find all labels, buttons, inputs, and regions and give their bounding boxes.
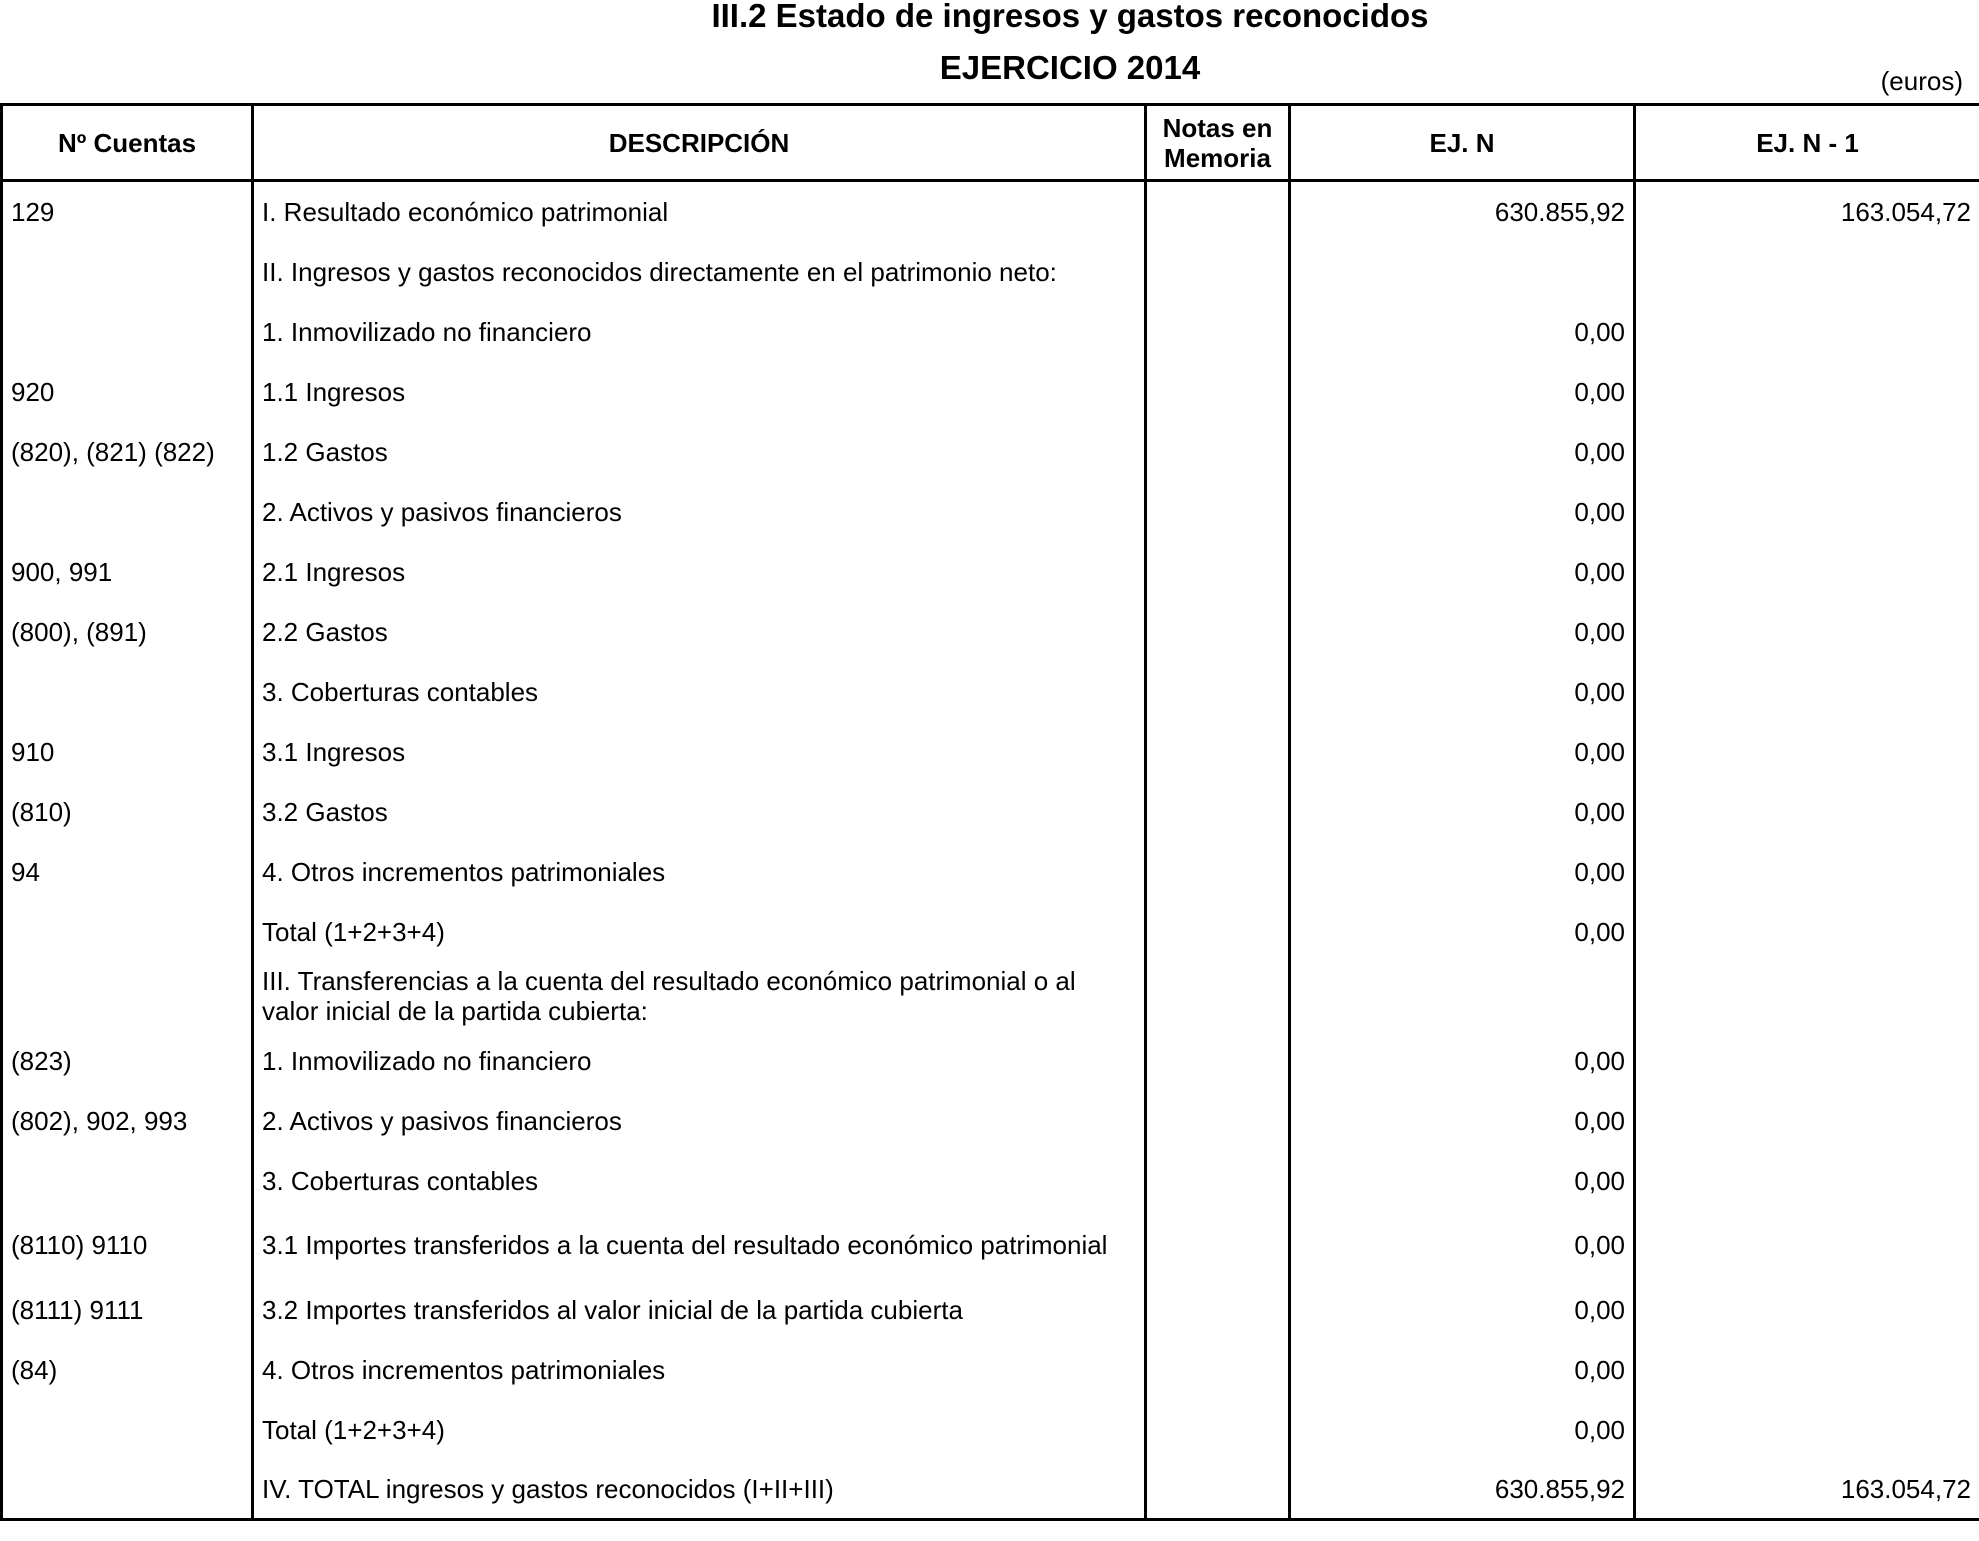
cell-cuentas: 920 [2,362,253,422]
cell-descripcion: 3. Coberturas contables [253,1151,1146,1211]
cell-cuentas: 900, 991 [2,542,253,602]
cell-descripcion: I. Resultado económico patrimonial [253,181,1146,242]
cell-cuentas: (810) [2,782,253,842]
column-header-ej-n-1: EJ. N - 1 [1635,105,1979,181]
cell-notas [1146,422,1290,482]
cell-ej-n: 0,00 [1290,782,1635,842]
cell-ej-n: 0,00 [1290,1031,1635,1091]
cell-notas [1146,482,1290,542]
cell-descripcion: 1. Inmovilizado no financiero [253,302,1146,362]
cell-notas [1146,1400,1290,1460]
cell-ej-n-1 [1635,1151,1979,1211]
table-row [2,962,1979,1031]
cell-descripcion: 3.2 Importes transferidos al valor inicial de la partida cubierta [253,1280,1146,1340]
cell-cuentas [2,902,253,962]
cell-notas [1146,722,1290,782]
cell-ej-n: 0,00 [1290,662,1635,722]
cell-cuentas [2,1151,253,1211]
cell-ej-n: 0,00 [1290,422,1635,482]
cell-cuentas: (800), (891) [2,602,253,662]
cell-ej-n [1290,962,1635,1031]
cell-notas [1146,362,1290,422]
cell-ej-n: 0,00 [1290,362,1635,422]
cell-descripcion: 1.2 Gastos [253,422,1146,482]
table-row [2,1340,1979,1400]
table-row [2,602,1979,662]
table-row [2,422,1979,482]
cell-descripcion: 3.1 Importes transferidos a la cuenta del resultado económico patrimonial [253,1211,1146,1280]
cell-notas [1146,302,1290,362]
cell-ej-n-1 [1635,362,1979,422]
cell-descripcion: Total (1+2+3+4) [253,1400,1146,1460]
table-row [2,1151,1979,1211]
cell-ej-n-1 [1635,422,1979,482]
table-row [2,842,1979,902]
table-row [2,542,1979,602]
table-row [2,1400,1979,1460]
cell-descripcion: 2.1 Ingresos [253,542,1146,602]
cell-ej-n: 0,00 [1290,1400,1635,1460]
cell-cuentas: (820), (821) (822) [2,422,253,482]
fiscal-year-subtitle: EJERCICIO 2014 [939,49,1201,86]
cell-notas [1146,181,1290,242]
table-row [2,1031,1979,1091]
cell-descripcion: 2. Activos y pasivos financieros [253,1091,1146,1151]
cell-ej-n: 0,00 [1290,1151,1635,1211]
cell-ej-n-1 [1635,1091,1979,1151]
cell-ej-n-1 [1635,842,1979,902]
column-header-notas: Notas en Memoria [1146,105,1290,181]
cell-cuentas [2,302,253,362]
cell-notas [1146,902,1290,962]
column-header-ej-n: EJ. N [1290,105,1635,181]
cell-notas [1146,842,1290,902]
cell-descripcion: 4. Otros incrementos patrimoniales [253,842,1146,902]
table-row [2,722,1979,782]
cell-notas [1146,602,1290,662]
cell-ej-n-1: 163.054,72 [1635,1460,1979,1520]
cell-ej-n: 0,00 [1290,1211,1635,1280]
currency-units-label: (euros) [1880,66,1963,96]
table-row [2,482,1979,542]
cell-descripcion: Total (1+2+3+4) [253,902,1146,962]
cell-descripcion: 3.1 Ingresos [253,722,1146,782]
cell-cuentas: (84) [2,1340,253,1400]
income-expense-statement-table [0,103,1979,1521]
cell-ej-n-1 [1635,242,1979,302]
cell-descripcion: 1. Inmovilizado no financiero [253,1031,1146,1091]
column-header-descripcion: DESCRIPCIÓN [253,105,1146,181]
cell-ej-n-1 [1635,302,1979,362]
table-row [2,242,1979,302]
cell-notas [1146,662,1290,722]
cell-notas [1146,542,1290,602]
table-row [2,902,1979,962]
cell-ej-n-1 [1635,902,1979,962]
cell-descripcion: II. Ingresos y gastos reconocidos directamente en el patrimonio neto: [253,242,1146,302]
cell-ej-n [1290,242,1635,302]
cell-cuentas: (8110) 9110 [2,1211,253,1280]
cell-notas [1146,1340,1290,1400]
cell-notas [1146,1280,1290,1340]
cell-descripcion: IV. TOTAL ingresos y gastos reconocidos (I+II+III) [253,1460,1146,1520]
cell-ej-n-1 [1635,602,1979,662]
cell-notas [1146,242,1290,302]
cell-cuentas [2,962,253,1031]
cell-cuentas [2,1400,253,1460]
cell-ej-n: 0,00 [1290,722,1635,782]
cell-cuentas: 94 [2,842,253,902]
page-title: III.2 Estado de ingresos y gastos reconocidos [711,0,1429,34]
column-header-cuentas: Nº Cuentas [2,105,253,181]
cell-cuentas [2,1460,253,1520]
cell-descripcion: III. Transferencias a la cuenta del resultado económico patrimonial o al valor inicial de la partida cubierta: [253,962,1146,1031]
cell-ej-n-1 [1635,722,1979,782]
cell-notas [1146,1211,1290,1280]
cell-cuentas: 910 [2,722,253,782]
cell-notas [1146,1151,1290,1211]
cell-descripcion: 1.1 Ingresos [253,362,1146,422]
cell-ej-n: 0,00 [1290,1340,1635,1400]
table-row [2,1460,1979,1520]
cell-ej-n-1 [1635,542,1979,602]
cell-notas [1146,962,1290,1031]
cell-descripcion: 2. Activos y pasivos financieros [253,482,1146,542]
cell-ej-n: 0,00 [1290,1280,1635,1340]
cell-ej-n-1 [1635,1400,1979,1460]
cell-ej-n: 0,00 [1290,1091,1635,1151]
table-row [2,181,1979,242]
cell-cuentas: 129 [2,181,253,242]
cell-descripcion: 3.2 Gastos [253,782,1146,842]
table-row [2,1211,1979,1280]
cell-ej-n-1 [1635,1340,1979,1400]
cell-descripcion: 3. Coberturas contables [253,662,1146,722]
cell-ej-n: 630.855,92 [1290,181,1635,242]
table-row [2,302,1979,362]
cell-ej-n: 0,00 [1290,902,1635,962]
cell-notas [1146,1091,1290,1151]
cell-ej-n-1 [1635,662,1979,722]
cell-ej-n-1: 163.054,72 [1635,181,1979,242]
cell-ej-n-1 [1635,1211,1979,1280]
cell-ej-n-1 [1635,1031,1979,1091]
cell-cuentas: (802), 902, 993 [2,1091,253,1151]
cell-ej-n: 0,00 [1290,602,1635,662]
cell-ej-n-1 [1635,962,1979,1031]
cell-ej-n: 630.855,92 [1290,1460,1635,1520]
cell-notas [1146,1031,1290,1091]
cell-ej-n-1 [1635,482,1979,542]
cell-ej-n-1 [1635,1280,1979,1340]
cell-ej-n-1 [1635,782,1979,842]
cell-cuentas [2,662,253,722]
cell-descripcion: 2.2 Gastos [253,602,1146,662]
table-row [2,1280,1979,1340]
cell-cuentas [2,242,253,302]
cell-descripcion: 4. Otros incrementos patrimoniales [253,1340,1146,1400]
cell-cuentas: (8111) 9111 [2,1280,253,1340]
table-row [2,1091,1979,1151]
table-row [2,782,1979,842]
cell-ej-n: 0,00 [1290,482,1635,542]
table-row [2,662,1979,722]
cell-cuentas [2,482,253,542]
cell-notas [1146,782,1290,842]
table-row [2,362,1979,422]
cell-notas [1146,1460,1290,1520]
cell-cuentas: (823) [2,1031,253,1091]
table-body [2,181,1979,1520]
cell-ej-n: 0,00 [1290,542,1635,602]
cell-ej-n: 0,00 [1290,842,1635,902]
cell-ej-n: 0,00 [1290,302,1635,362]
table-header-row [2,105,1979,181]
